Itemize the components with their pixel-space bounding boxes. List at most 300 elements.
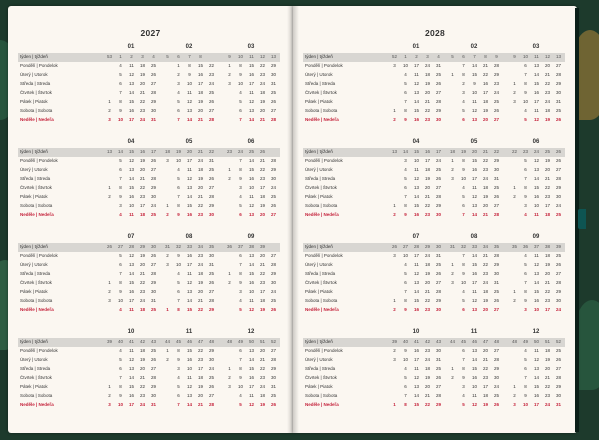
day-number: 14 (413, 194, 419, 199)
day-number: 8 (524, 384, 527, 389)
day-number: 11 (472, 289, 477, 294)
day-number: 5 (524, 357, 527, 362)
week-number: 15 (413, 149, 419, 154)
day-number: 13 (413, 185, 419, 190)
month-names-row (18, 329, 280, 338)
day-number: 8 (119, 280, 122, 285)
week-number: 33 (471, 244, 477, 249)
day-number: 27 (208, 289, 214, 294)
day-number: 9 (462, 375, 465, 380)
day-number: 7 (119, 176, 122, 181)
day-number: 14 (186, 194, 192, 199)
day-number: 10 (117, 298, 123, 303)
day-number: 20 (482, 307, 488, 312)
day-number: 29 (435, 108, 441, 113)
day-number: 20 (139, 262, 145, 267)
day-number: 4 (239, 298, 242, 303)
day-number: 25 (150, 212, 156, 217)
day-number: 19 (259, 99, 265, 104)
day-number: 25 (435, 167, 441, 172)
day-number: 1 (108, 185, 111, 190)
day-number: 6 (524, 366, 527, 371)
day-number: 26 (555, 158, 561, 163)
day-number: 20 (139, 167, 145, 172)
day-label: Neděle | Nedeľa (305, 402, 339, 407)
day-number: 27 (555, 167, 561, 172)
week-number: 51 (544, 339, 550, 344)
week-number: 22 (493, 149, 499, 154)
day-number: 17 (128, 402, 134, 407)
day-number: 28 (493, 212, 499, 217)
week-number: 22 (208, 149, 214, 154)
day-number: 15 (471, 72, 477, 77)
day-number: 11 (129, 212, 134, 217)
day-number: 5 (404, 271, 407, 276)
day-number: 20 (482, 348, 488, 353)
week-number: 22 (511, 149, 517, 154)
book-gutter (287, 6, 299, 433)
day-number: 7 (404, 289, 407, 294)
day-number: 27 (150, 167, 156, 172)
day-number: 22 (544, 289, 550, 294)
week-number: 12 (259, 54, 265, 59)
week-number: 30 (150, 244, 156, 249)
day-number: 19 (139, 72, 145, 77)
day-number: 2 (166, 212, 169, 217)
day-number: 25 (555, 253, 561, 258)
day-number: 7 (119, 90, 122, 95)
day-number: 11 (472, 99, 477, 104)
day-label: Sobota | Sobota (20, 393, 53, 398)
day-number: 20 (544, 167, 550, 172)
day-number: 13 (471, 348, 477, 353)
day-number: 25 (270, 194, 276, 199)
day-number: 14 (533, 375, 539, 380)
week-number-row (303, 243, 565, 252)
day-number: 17 (128, 298, 134, 303)
day-number: 29 (270, 167, 276, 172)
week-number: 20 (186, 149, 192, 154)
day-number: 8 (462, 262, 465, 267)
day-number: 21 (482, 212, 488, 217)
day-number: 22 (482, 262, 488, 267)
week-number: 53 (106, 54, 112, 59)
month-name: 07 (127, 234, 135, 240)
day-number: 23 (259, 72, 265, 77)
day-number: 21 (424, 194, 430, 199)
day-number: 22 (139, 185, 145, 190)
week-number: 29 (139, 244, 145, 249)
day-number: 3 (513, 402, 516, 407)
day-number: 3 (513, 99, 516, 104)
day-row (303, 62, 565, 71)
day-number: 7 (119, 271, 122, 276)
day-number: 15 (533, 185, 539, 190)
day-number: 26 (493, 402, 499, 407)
week-number-row (18, 243, 280, 252)
day-label: Pátek | Piatok (305, 289, 333, 294)
day-number: 14 (248, 158, 254, 163)
day-number: 8 (239, 271, 242, 276)
day-number: 17 (186, 158, 192, 163)
day-number: 24 (208, 366, 214, 371)
day-number: 17 (197, 81, 203, 86)
day-number: 8 (524, 185, 527, 190)
day-label: Středa | Streda (305, 81, 336, 86)
day-number: 18 (139, 307, 145, 312)
week-number: 9 (495, 54, 498, 59)
week-number: 37 (237, 244, 243, 249)
day-number: 15 (413, 203, 419, 208)
day-number: 16 (413, 212, 419, 217)
day-label: Čtvrtek | Štvrtok (20, 375, 52, 380)
day-number: 8 (524, 81, 527, 86)
day-number: 7 (524, 176, 527, 181)
day-number: 6 (177, 393, 180, 398)
day-number: 26 (435, 271, 441, 276)
day-number: 9 (524, 90, 527, 95)
day-number: 27 (208, 108, 214, 113)
day-number: 16 (413, 348, 419, 353)
day-number: 15 (186, 307, 192, 312)
day-number: 2 (166, 253, 169, 258)
day-number: 10 (237, 81, 243, 86)
week-number: 46 (186, 339, 192, 344)
day-number: 7 (177, 117, 180, 122)
day-number: 11 (472, 185, 477, 190)
day-number: 6 (462, 348, 465, 353)
day-number: 30 (150, 289, 156, 294)
day-number: 15 (128, 99, 134, 104)
day-number: 31 (270, 81, 276, 86)
week-number: 52 (270, 339, 276, 344)
month-names-row (18, 44, 280, 53)
week-number-row (303, 338, 565, 347)
day-number: 21 (544, 280, 550, 285)
day-number: 13 (248, 253, 254, 258)
month-name: 09 (247, 234, 255, 240)
week-number: 5 (166, 54, 169, 59)
day-number: 19 (424, 375, 430, 380)
day-number: 20 (482, 117, 488, 122)
day-label: Čtvrtek | Štvrtok (20, 280, 52, 285)
day-number: 7 (119, 375, 122, 380)
day-number: 24 (197, 262, 203, 267)
day-number: 1 (451, 262, 454, 267)
day-number: 26 (208, 99, 214, 104)
day-number: 28 (493, 63, 499, 68)
day-number: 10 (522, 99, 528, 104)
day-number: 25 (208, 90, 214, 95)
day-number: 23 (544, 90, 550, 95)
day-number: 30 (555, 90, 561, 95)
day-number: 12 (533, 357, 539, 362)
day-number: 23 (197, 212, 203, 217)
week-number: 1 (404, 54, 407, 59)
day-number: 25 (270, 393, 276, 398)
day-number: 15 (128, 280, 134, 285)
day-number: 14 (186, 117, 192, 122)
week-number: 14 (117, 149, 123, 154)
day-label: Sobota | Sobota (20, 203, 53, 208)
day-number: 7 (404, 393, 407, 398)
week-number: 5 (451, 54, 454, 59)
week-number: 39 (106, 339, 112, 344)
day-number: 5 (239, 402, 242, 407)
week-number: 8 (199, 54, 202, 59)
day-number: 6 (177, 108, 180, 113)
week-number: 27 (117, 244, 123, 249)
day-number: 9 (177, 253, 180, 258)
day-number: 27 (150, 81, 156, 86)
day-number: 27 (435, 384, 441, 389)
day-number: 13 (248, 108, 254, 113)
day-number: 2 (108, 393, 111, 398)
quarter-2 (18, 139, 280, 229)
quarter-2 (303, 139, 565, 229)
day-number: 14 (471, 63, 477, 68)
week-number: 21 (197, 149, 203, 154)
day-number: 11 (249, 90, 254, 95)
day-number: 6 (524, 271, 527, 276)
day-number: 23 (197, 253, 203, 258)
day-number: 26 (150, 158, 156, 163)
day-number: 23 (139, 289, 145, 294)
month-name: 12 (247, 329, 255, 335)
day-row (18, 297, 280, 306)
month-name: 08 (470, 234, 478, 240)
day-number: 6 (119, 366, 122, 371)
day-number: 25 (435, 262, 441, 267)
day-number: 4 (239, 393, 242, 398)
day-number: 2 (108, 289, 111, 294)
day-label: Úterý | Utorok (305, 72, 333, 77)
day-number: 7 (524, 72, 527, 77)
day-number: 16 (186, 212, 192, 217)
day-number: 28 (555, 375, 561, 380)
day-number: 12 (128, 158, 134, 163)
day-number: 6 (119, 167, 122, 172)
day-number: 17 (259, 289, 265, 294)
day-number: 29 (493, 158, 499, 163)
day-label: Pondělí | Pondelok (305, 348, 343, 353)
week-label: týden | týždeň (305, 149, 333, 154)
day-number: 30 (493, 167, 499, 172)
week-number: 40 (402, 339, 408, 344)
day-number: 20 (424, 90, 430, 95)
week-number: 50 (248, 339, 254, 344)
day-number: 8 (404, 108, 407, 113)
day-number: 2 (513, 90, 516, 95)
day-number: 27 (435, 90, 441, 95)
day-number: 7 (462, 357, 465, 362)
day-number: 9 (524, 298, 527, 303)
month-name: 03 (247, 44, 255, 50)
quarter-3 (18, 234, 280, 324)
year-title-2027: 2027 (140, 28, 161, 38)
month-name: 01 (127, 44, 135, 50)
day-number: 2 (108, 194, 111, 199)
day-number: 17 (544, 307, 550, 312)
day-number: 27 (493, 307, 499, 312)
day-number: 4 (404, 72, 407, 77)
day-number: 3 (404, 158, 407, 163)
day-number: 12 (128, 253, 134, 258)
week-number: 13 (391, 149, 397, 154)
day-number: 25 (435, 72, 441, 77)
day-number: 19 (139, 253, 145, 258)
day-number: 18 (139, 348, 145, 353)
day-number: 6 (239, 108, 242, 113)
day-number: 26 (493, 194, 499, 199)
day-row (18, 392, 280, 401)
day-number: 3 (166, 158, 169, 163)
day-row (18, 261, 280, 270)
day-number: 7 (239, 262, 242, 267)
day-number: 19 (259, 307, 265, 312)
day-number: 29 (270, 366, 276, 371)
month-name: 05 (185, 139, 193, 145)
day-number: 17 (248, 384, 254, 389)
day-row (18, 166, 280, 175)
day-number: 13 (186, 289, 192, 294)
day-label: Neděle | Nedeľa (20, 212, 54, 217)
week-number: 23 (522, 149, 528, 154)
day-label: Sobota | Sobota (305, 298, 338, 303)
day-number: 11 (129, 307, 134, 312)
day-number: 18 (544, 348, 550, 353)
day-number: 23 (208, 72, 214, 77)
day-number: 23 (197, 357, 203, 362)
day-number: 21 (197, 194, 203, 199)
day-number: 29 (150, 384, 156, 389)
day-number: 3 (108, 298, 111, 303)
day-number: 12 (533, 262, 539, 267)
day-label: Středa | Streda (305, 366, 336, 371)
day-number: 20 (259, 212, 265, 217)
week-number: 12 (544, 54, 550, 59)
day-number: 16 (471, 271, 477, 276)
week-number: 25 (544, 149, 550, 154)
day-number: 7 (177, 402, 180, 407)
day-row (18, 107, 280, 116)
day-number: 13 (128, 81, 134, 86)
day-number: 3 (524, 307, 527, 312)
day-number: 29 (493, 366, 499, 371)
day-number: 13 (471, 307, 477, 312)
day-number: 8 (524, 289, 527, 294)
week-number: 50 (533, 339, 539, 344)
day-number: 24 (270, 289, 276, 294)
day-number: 27 (208, 185, 214, 190)
day-number: 30 (150, 194, 156, 199)
day-row (18, 211, 280, 220)
day-number: 28 (435, 289, 441, 294)
day-number: 25 (493, 99, 499, 104)
day-number: 3 (228, 81, 231, 86)
day-number: 21 (197, 298, 203, 303)
day-number: 29 (555, 81, 561, 86)
day-number: 6 (462, 117, 465, 122)
day-number: 3 (177, 81, 180, 86)
month-name: 02 (185, 44, 193, 50)
day-number: 3 (393, 63, 396, 68)
day-number: 1 (228, 366, 231, 371)
day-row (303, 365, 565, 374)
day-number: 4 (524, 212, 527, 217)
day-number: 24 (259, 384, 265, 389)
day-number: 2 (393, 348, 396, 353)
day-row (303, 89, 565, 98)
day-number: 17 (413, 357, 419, 362)
day-number: 7 (177, 298, 180, 303)
day-number: 20 (259, 253, 265, 258)
day-number: 25 (208, 271, 214, 276)
week-number: 9 (513, 54, 516, 59)
day-number: 17 (259, 185, 265, 190)
day-number: 26 (435, 176, 441, 181)
day-number: 26 (270, 99, 276, 104)
day-number: 8 (177, 348, 180, 353)
month-name: 07 (412, 234, 420, 240)
week-number: 7 (473, 54, 476, 59)
day-number: 30 (270, 176, 276, 181)
week-number: 39 (555, 244, 561, 249)
day-number: 19 (424, 81, 430, 86)
day-row (18, 279, 280, 288)
day-row (18, 184, 280, 193)
day-number: 8 (177, 307, 180, 312)
day-number: 11 (534, 108, 539, 113)
week-number: 24 (237, 149, 243, 154)
day-number: 5 (239, 203, 242, 208)
day-number: 30 (270, 280, 276, 285)
day-number: 13 (533, 366, 539, 371)
week-number: 48 (208, 339, 214, 344)
day-number: 24 (270, 185, 276, 190)
day-number: 13 (533, 167, 539, 172)
day-number: 30 (493, 375, 499, 380)
day-number: 24 (259, 81, 265, 86)
week-number: 49 (522, 339, 528, 344)
day-number: 18 (259, 298, 265, 303)
day-number: 17 (471, 280, 477, 285)
day-number: 21 (544, 176, 550, 181)
day-number: 25 (555, 212, 561, 217)
day-number: 19 (197, 99, 203, 104)
day-number: 3 (108, 402, 111, 407)
day-number: 20 (424, 280, 430, 285)
day-number: 17 (248, 81, 254, 86)
day-number: 11 (249, 298, 254, 303)
day-row (303, 184, 565, 193)
day-number: 6 (177, 289, 180, 294)
day-number: 2 (228, 280, 231, 285)
day-number: 18 (424, 167, 430, 172)
day-number: 16 (248, 375, 254, 380)
week-number: 21 (482, 149, 488, 154)
week-number: 37 (533, 244, 539, 249)
day-number: 11 (129, 63, 134, 68)
left-page (8, 6, 293, 433)
day-number: 6 (119, 81, 122, 86)
day-number: 12 (413, 81, 419, 86)
day-number: 5 (177, 176, 180, 181)
day-number: 13 (413, 280, 419, 285)
week-number: 17 (150, 149, 156, 154)
day-number: 5 (404, 375, 407, 380)
day-number: 12 (471, 108, 477, 113)
